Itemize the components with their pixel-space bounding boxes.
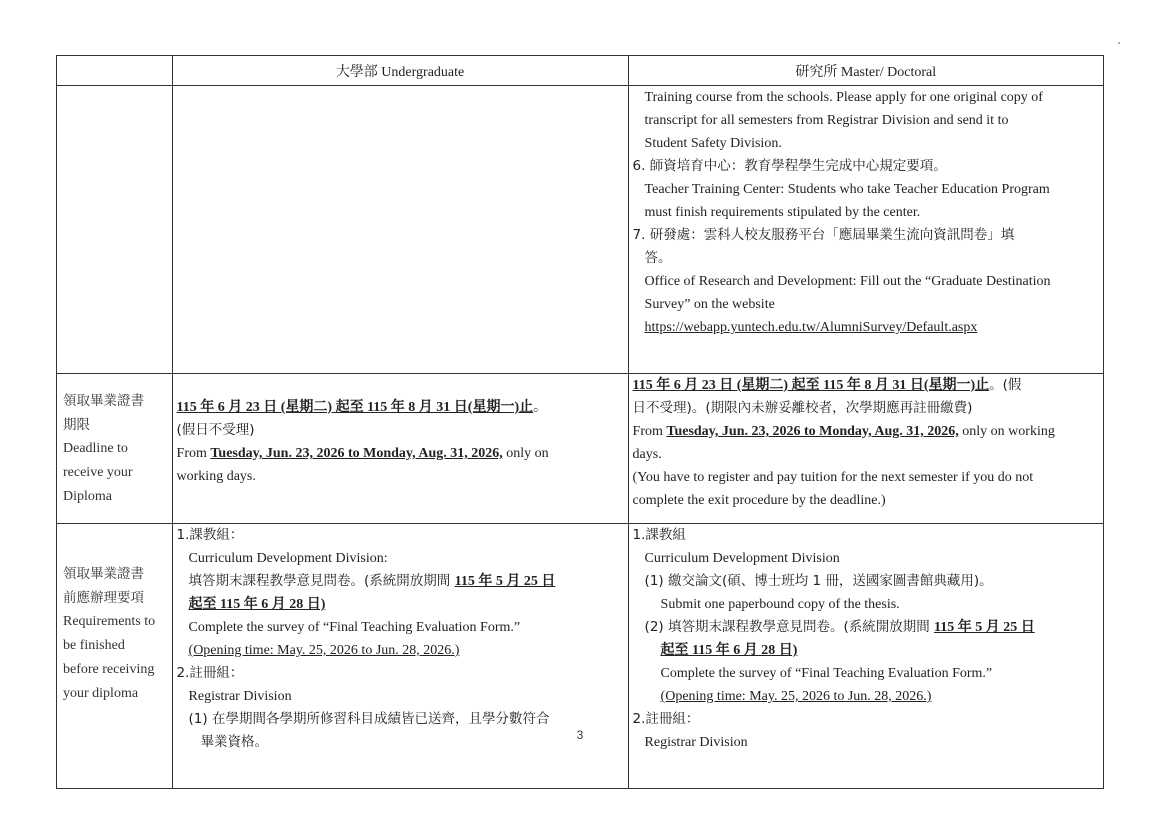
- deadline-date-zh: 115 年 6 月 23 日 (星期二) 起至 115 年 8 月 31 日(星期一)止: [632, 378, 990, 393]
- continued-undergraduate-cell: [172, 86, 628, 374]
- text-line: Curriculum Development Division: [644, 551, 840, 566]
- table-header-row: [57, 56, 1104, 86]
- text-line: (假日不受理): [176, 422, 255, 438]
- survey-link[interactable]: https://webapp.yuntech.edu.tw/AlumniSurvey/Default.aspx: [644, 320, 978, 335]
- text-line: (1) 在學期間各學期所修習科目成績皆已送齊，且學分數符合: [188, 711, 550, 727]
- text-line: Complete the survey of “Final Teaching Evaluation Form.”: [188, 620, 521, 635]
- requirements-label: 領取畢業證書 前應辦理要項 Requirements to be finished before receiving your diploma: [57, 524, 173, 789]
- text-line: 7. 研發處：雲科人校友服務平台「應屆畢業生流向資訊問卷」填: [632, 227, 1015, 243]
- text-line: Teacher Training Center: Students who take Teacher Education Program: [644, 182, 1050, 197]
- text-line: 畢業資格。: [200, 734, 269, 750]
- text-line: working days.: [176, 469, 256, 484]
- text-line: complete the exit procedure by the deadline.): [632, 493, 886, 508]
- text-line: 1.課教組：: [176, 527, 244, 543]
- deadline-date-en: Tuesday, Jun. 23, 2026 to Monday, Aug. 31, 2026,: [666, 424, 959, 439]
- text-line: Registrar Division: [188, 689, 292, 704]
- scan-speck: [1118, 42, 1120, 44]
- text-line: 1.課教組: [632, 527, 686, 543]
- text-line: Survey” on the website: [644, 297, 775, 312]
- deadline-graduate-cell: 115 年 6 月 23 日 (星期二) 起至 115 年 8 月 31 日(星期一)止。(假 日不受理)。(期限內未辦妥離校者，次學期應再註冊繳費) From Tuesday, Jun. 23, 2026 to Monday, Aug. 31, 2026, only on working days. (You have to register and pay tuition for the next semester if you do not complete the exit procedure by the deadline.): [628, 374, 1103, 524]
- table-row-requirements: [57, 524, 1104, 789]
- text-line: Curriculum Development Division:: [188, 551, 388, 566]
- requirements-graduate-cell: 1.課教組 Curriculum Development Division (1) 繳交論文(碩、博士班均 1 冊，送國家圖書館典藏用)。 Submit one paperbound copy of the thesis. (2) 填答期末課程教學意見問卷。(系統開放期間 115 年 5 月 25 日 起至 115 年 6 月 28 日) Complete the survey of “Final Teaching Evaluation Form.” (Opening time: May. 25, 2026 to Jun. 28, 2026.) 2.註冊組： Registrar Division: [628, 524, 1103, 789]
- text-line: must finish requirements stipulated by the center.: [644, 205, 921, 220]
- text-line: transcript for all semesters from Registrar Division and send it to: [644, 113, 1009, 128]
- text-line: 2.註冊組：: [176, 665, 244, 681]
- continued-graduate-cell: [628, 86, 1103, 374]
- text-line: Submit one paperbound copy of the thesis.: [660, 597, 900, 612]
- diploma-procedure-table: [56, 55, 1104, 789]
- deadline-date-en: Tuesday, Jun. 23, 2026 to Monday, Aug. 31, 2026,: [210, 446, 503, 461]
- header-blank-cell: [57, 56, 173, 86]
- header-graduate: 研究所 Master/ Doctoral: [628, 56, 1103, 86]
- table-row-deadline: [57, 374, 1104, 524]
- text-line: days.: [632, 447, 662, 462]
- text-line: 6. 師資培育中心：教育學程學生完成中心規定要項。: [632, 158, 947, 174]
- deadline-date-zh: 115 年 6 月 23 日 (星期二) 起至 115 年 8 月 31 日(星期一)止: [176, 400, 534, 415]
- requirements-undergraduate-cell: 1.課教組： Curriculum Development Division: 填答期末課程教學意見問卷。(系統開放期間 115 年 5 月 25 日 起至 115 年 6 月 28 日) Complete the survey of “Final Teaching Evaluation Form.” (Opening time: May. 25, 2026 to Jun. 28, 2026.) 2.註冊組： Registrar Division (1) 在學期間各學期所修習科目成績皆已送齊，且學分數符合 畢業資格。: [172, 524, 628, 789]
- text-line: Office of Research and Development: Fill out the “Graduate Destination: [644, 274, 1051, 289]
- table-row-continued: [57, 86, 1104, 374]
- page-number: 3: [576, 728, 584, 742]
- text-line: Registrar Division: [644, 735, 748, 750]
- text-line: (You have to register and pay tuition for the next semester if you do not: [632, 470, 1034, 485]
- text-line: 答。: [644, 250, 672, 266]
- deadline-undergraduate-cell: 115 年 6 月 23 日 (星期二) 起至 115 年 8 月 31 日(星期一)止。 (假日不受理) From Tuesday, Jun. 23, 2026 to Monday, Aug. 31, 2026, only on working days.: [172, 374, 628, 524]
- text-line: 日不受理)。(期限內未辦妥離校者，次學期應再註冊繳費): [632, 400, 973, 416]
- continued-label-cell: [57, 86, 173, 374]
- text-line: Training course from the schools. Please apply for one original copy of: [644, 90, 1043, 105]
- text-line: (1) 繳交論文(碩、博士班均 1 冊，送國家圖書館典藏用)。: [644, 573, 993, 589]
- text-line: Student Safety Division.: [644, 136, 782, 151]
- text-line: Complete the survey of “Final Teaching Evaluation Form.”: [660, 666, 993, 681]
- text-line: 2.註冊組：: [632, 711, 700, 727]
- deadline-label: 領取畢業證書 期限 Deadline to receive your Diploma: [57, 374, 173, 524]
- header-undergraduate: 大學部 Undergraduate: [172, 56, 628, 86]
